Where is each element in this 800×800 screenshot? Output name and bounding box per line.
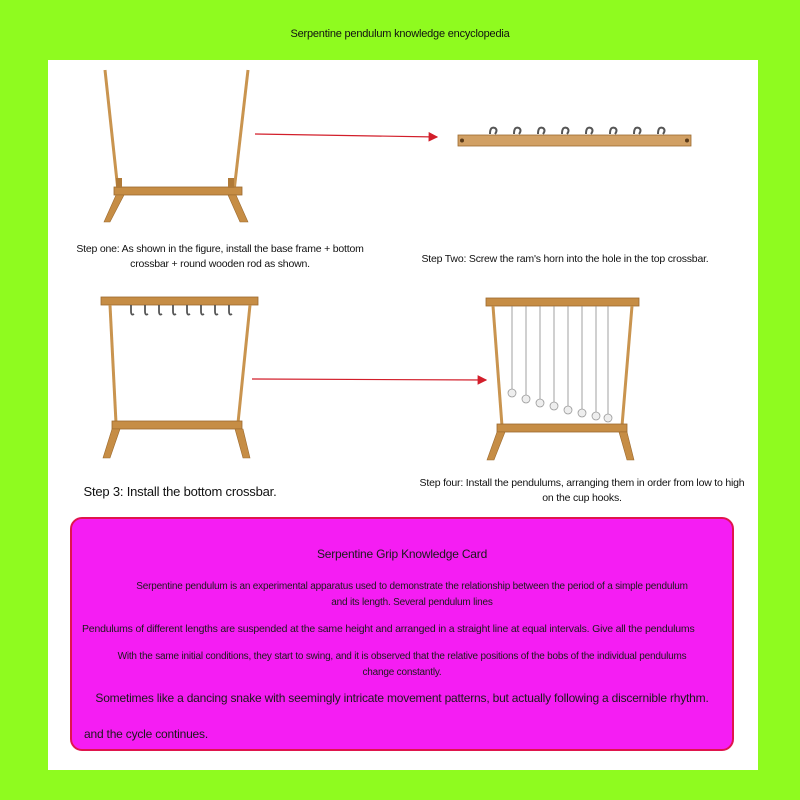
step-four-pendulum-image <box>486 298 639 460</box>
step-two-caption: Step Two: Screw the ram's horn into the hole in the top crossbar. <box>421 253 709 265</box>
step-one-frame-image <box>104 70 248 222</box>
card-paragraph-1: Serpentine pendulum is an experimental apparatus used to demonstrate the relationship between the period of a simple pendulum and its length. Several pendulum lines <box>136 581 688 608</box>
step-two-crossbar-image <box>458 128 691 146</box>
step-three-frame-image <box>101 297 258 458</box>
step-three-caption: Step 3: Install the bottom crossbar. <box>83 484 277 499</box>
page-title: Serpentine pendulum knowledge encyclopedia <box>290 28 510 40</box>
card-paragraph-3: With the same initial conditions, they start to swing, and it is observed that the relative positions of the bobs of the individual pendulums change constantly. <box>117 651 687 678</box>
arrow-step-one-to-two <box>255 134 437 137</box>
knowledge-card <box>70 517 734 751</box>
card-paragraph-4: Sometimes like a dancing snake with seemingly intricate movement patterns, but actually following a discernible rhythm. <box>95 691 709 705</box>
card-paragraph-2: Pendulums of different lengths are suspended at the same height and arranged in a straight line at equal intervals. Give all the pendulums <box>82 623 695 635</box>
card-title: Serpentine Grip Knowledge Card <box>316 547 488 561</box>
card-paragraph-5: and the cycle continues. <box>84 727 208 741</box>
step-four-caption: Step four: Install the pendulums, arranging them in order from low to high on the cup hooks. <box>419 477 745 505</box>
arrow-step-three-to-four <box>252 379 486 380</box>
step-one-caption: Step one: As shown in the figure, install the base frame + bottom crossbar + round wooden rod as shown. <box>76 243 364 271</box>
